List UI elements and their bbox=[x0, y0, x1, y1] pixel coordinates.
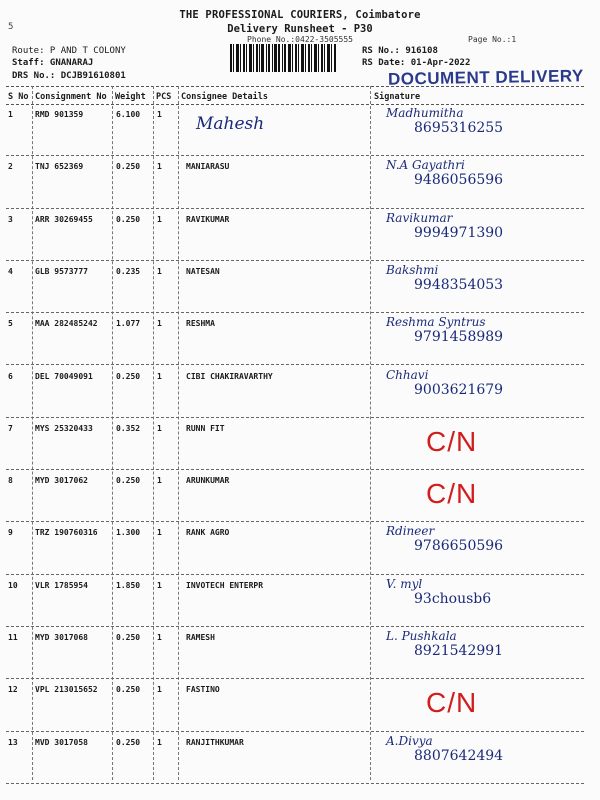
pieces-count: 1 bbox=[157, 737, 162, 747]
consignee-name: RUNN FIT bbox=[186, 423, 225, 433]
pieces-count: 1 bbox=[157, 162, 162, 172]
table-row bbox=[6, 470, 584, 522]
runsheet-title: Delivery Runsheet - P30 bbox=[227, 23, 373, 35]
serial-number: 5 bbox=[8, 319, 13, 329]
row-divider bbox=[6, 783, 584, 784]
consignment-number: ARR 30269455 bbox=[35, 214, 93, 224]
drs-number: DRS No.: DCJB91610801 bbox=[12, 71, 126, 81]
page-number: Page No.:1 bbox=[468, 35, 517, 44]
pieces-count: 1 bbox=[157, 633, 162, 642]
cn-mark: C/N bbox=[426, 687, 478, 719]
pieces-count: 1 bbox=[157, 528, 162, 538]
signature: Chhavi bbox=[386, 367, 429, 382]
consignee-name: RANJITHKUMAR bbox=[186, 737, 244, 747]
consignment-number: VPL 213015652 bbox=[35, 685, 98, 695]
serial-number: 2 bbox=[8, 162, 13, 172]
signature: Madhumitha bbox=[386, 106, 464, 120]
weight-value: 0.250 bbox=[116, 737, 141, 747]
consignee-name: RAVIKUMAR bbox=[186, 214, 230, 224]
handwritten-consignee: Mahesh bbox=[196, 114, 265, 134]
weight-value: 0.235 bbox=[116, 266, 141, 276]
pieces-count: 1 bbox=[157, 319, 162, 329]
barcode-image bbox=[230, 44, 338, 72]
serial-number: 13 bbox=[8, 737, 18, 747]
document-delivery-stamp: DOCUMENT DELIVERY bbox=[387, 66, 584, 89]
weight-value: 0.250 bbox=[116, 371, 141, 381]
handwritten-phone: 8921542991 bbox=[414, 643, 504, 659]
serial-number: 7 bbox=[8, 423, 13, 433]
cn-mark: C/N bbox=[426, 425, 478, 457]
consignee-name: RAMESH bbox=[186, 633, 215, 642]
handwritten-phone: 8807642494 bbox=[414, 747, 504, 764]
header-rule-top bbox=[6, 86, 584, 87]
table-row bbox=[6, 522, 584, 574]
consignee-name: RANK AGRO bbox=[186, 528, 230, 538]
handwritten-phone: 9003621679 bbox=[414, 381, 504, 398]
serial-number: 11 bbox=[8, 633, 18, 642]
consignee-name: ARUNKUMAR bbox=[186, 476, 230, 486]
corner-mark: 5 bbox=[8, 22, 14, 32]
consignment-number: TRZ 190760316 bbox=[35, 528, 98, 538]
phone-number: Phone No.:0422-3505555 bbox=[247, 35, 353, 44]
serial-number: 9 bbox=[8, 528, 13, 538]
consignee-name: MANIARASU bbox=[186, 162, 230, 172]
consignment-number: DEL 70049091 bbox=[35, 371, 93, 381]
consignee-name: NATESAN bbox=[186, 266, 220, 276]
weight-value: 0.352 bbox=[116, 423, 141, 433]
table-row bbox=[6, 627, 584, 679]
signature: L. Pushkala bbox=[386, 629, 457, 643]
consignment-number: RMD 901359 bbox=[35, 110, 84, 119]
signature: A.Divya bbox=[386, 733, 433, 748]
pieces-count: 1 bbox=[157, 476, 162, 486]
weight-value: 0.250 bbox=[116, 214, 141, 224]
consignment-number: MYD 3017068 bbox=[35, 633, 88, 642]
staff-label: Staff: GNANARAJ bbox=[12, 58, 94, 68]
table-row bbox=[6, 732, 584, 784]
consignment-number: VLR 1785954 bbox=[35, 580, 88, 590]
table-row bbox=[6, 156, 584, 208]
pieces-count: 1 bbox=[157, 423, 162, 433]
consignment-number: GLB 9573777 bbox=[35, 266, 88, 276]
consignment-number: MYD 3017062 bbox=[35, 476, 88, 486]
route-label: Route: P AND T COLONY bbox=[12, 46, 126, 56]
pieces-count: 1 bbox=[157, 685, 162, 695]
weight-value: 6.100 bbox=[116, 110, 141, 119]
table-row bbox=[6, 679, 584, 731]
weight-value: 1.300 bbox=[116, 528, 141, 538]
col-header-consignee: Consignee Details bbox=[181, 92, 268, 102]
weight-value: 1.077 bbox=[116, 319, 141, 329]
handwritten-phone: 9486056596 bbox=[414, 172, 504, 189]
col-header-pcs: PCS bbox=[156, 92, 172, 102]
consignment-number: TNJ 652369 bbox=[35, 162, 84, 172]
table-row bbox=[6, 313, 584, 365]
consignment-number: MYS 25320433 bbox=[35, 423, 93, 433]
consignee-name: CIBI CHAKIRAVARTHY bbox=[186, 371, 273, 381]
serial-number: 3 bbox=[8, 214, 13, 224]
pieces-count: 1 bbox=[157, 371, 162, 381]
table-row bbox=[6, 366, 584, 418]
serial-number: 12 bbox=[8, 685, 18, 695]
serial-number: 6 bbox=[8, 371, 13, 381]
table-row bbox=[6, 575, 584, 627]
serial-number: 10 bbox=[8, 580, 18, 590]
col-header-weight: Weight bbox=[115, 92, 146, 102]
rs-number: RS No.: 916108 bbox=[362, 46, 438, 56]
handwritten-phone: 9791458989 bbox=[414, 329, 504, 346]
consignment-number: MVD 3017058 bbox=[35, 737, 88, 747]
weight-value: 0.250 bbox=[116, 476, 141, 486]
pieces-count: 1 bbox=[157, 214, 162, 224]
serial-number: 4 bbox=[8, 266, 13, 276]
consignee-name: RESHMA bbox=[186, 319, 215, 329]
handwritten-phone: 9948354053 bbox=[414, 276, 504, 293]
table-row bbox=[6, 418, 584, 470]
table-row bbox=[6, 261, 584, 313]
serial-number: 1 bbox=[8, 110, 13, 119]
handwritten-phone: 8695316255 bbox=[414, 120, 504, 136]
cn-mark: C/N bbox=[426, 478, 478, 510]
signature: Rdineer bbox=[386, 524, 435, 539]
consignee-name: INVOTECH ENTERPR bbox=[186, 580, 264, 590]
col-header-consignment: Consignment No bbox=[35, 92, 107, 102]
signature: N.A Gayathri bbox=[386, 158, 465, 173]
pieces-count: 1 bbox=[157, 580, 162, 590]
weight-value: 0.250 bbox=[116, 162, 141, 172]
signature: Reshma Syntrus bbox=[386, 315, 486, 330]
consignment-number: MAA 282485242 bbox=[35, 319, 98, 329]
col-header-sno: S No bbox=[8, 92, 29, 102]
rs-date: RS Date: 01-Apr-2022 bbox=[362, 58, 471, 68]
weight-value: 0.250 bbox=[116, 633, 141, 642]
handwritten-phone: 9786650596 bbox=[414, 538, 504, 555]
table-row bbox=[6, 104, 584, 156]
serial-number: 8 bbox=[8, 476, 13, 486]
col-header-signature: Signature bbox=[374, 92, 421, 102]
handwritten-phone: 93chousb6 bbox=[414, 590, 492, 607]
pieces-count: 1 bbox=[157, 110, 162, 119]
consignee-name: FASTINO bbox=[186, 685, 220, 695]
weight-value: 1.850 bbox=[116, 580, 141, 590]
pieces-count: 1 bbox=[157, 266, 162, 276]
table-row bbox=[6, 209, 584, 261]
signature: Ravikumar bbox=[386, 210, 453, 225]
handwritten-phone: 9994971390 bbox=[414, 224, 504, 241]
signature: Bakshmi bbox=[386, 262, 439, 277]
company-title: THE PROFESSIONAL COURIERS, Coimbatore bbox=[179, 9, 421, 21]
signature: V. myl bbox=[386, 576, 423, 591]
weight-value: 0.250 bbox=[116, 685, 141, 695]
